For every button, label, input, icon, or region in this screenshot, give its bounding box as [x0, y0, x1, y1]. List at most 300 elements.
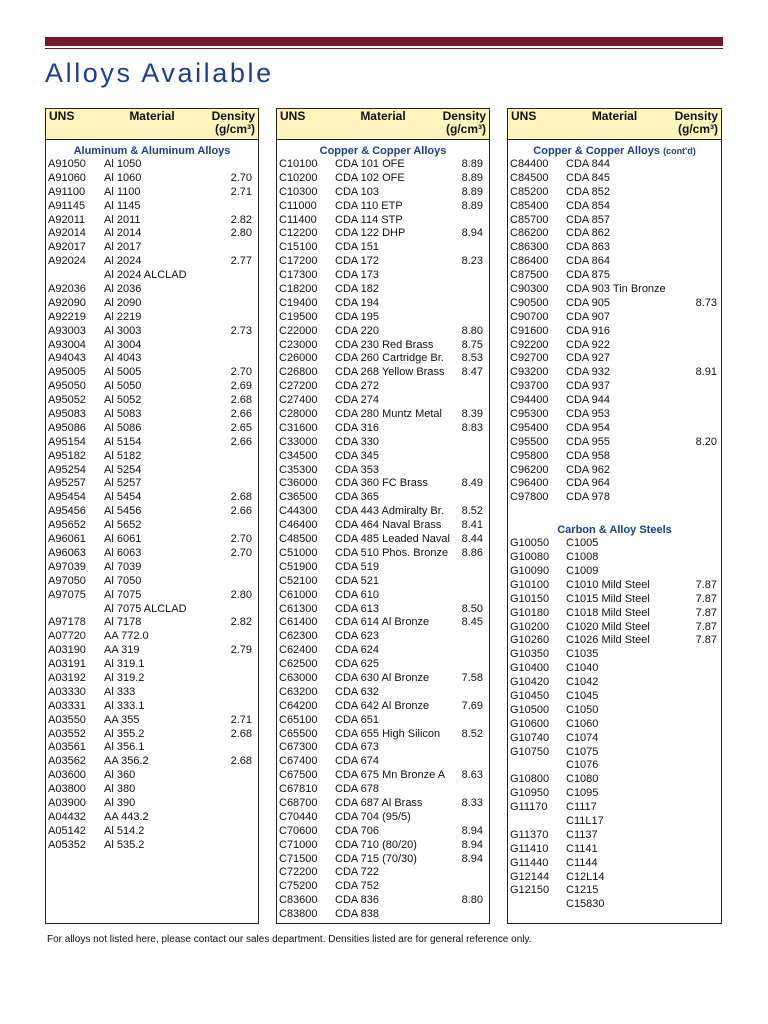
density-cell: 2.80	[230, 227, 252, 240]
material-cell: CDA 715 (70/30)	[335, 852, 417, 865]
material-cell: Al 7075 ALCLAD	[104, 602, 187, 615]
table-row	[508, 815, 721, 829]
material-cell: CDA 844	[566, 158, 611, 170]
uns-cell: C19400	[279, 296, 318, 309]
material-cell: Al 3004	[104, 338, 142, 351]
header-uns: UNS	[280, 109, 306, 123]
uns-cell: C11000	[279, 199, 317, 212]
material-cell: CDA 360 FC Brass	[335, 477, 428, 490]
material-cell: Al 2024 ALCLAD	[104, 269, 187, 282]
table-row	[508, 200, 721, 214]
material-cell: C1020 Mild Steel	[566, 620, 650, 633]
header-density: Density (g/cm³)	[211, 109, 255, 136]
material-cell: C1010 Mild Steel	[566, 578, 650, 591]
uns-cell: C85200	[510, 185, 549, 198]
material-cell: Al 5182	[104, 449, 142, 462]
uns-cell: G11170	[510, 801, 548, 814]
uns-cell: C62400	[279, 644, 318, 657]
uns-cell: A03191	[48, 658, 86, 671]
section-title: Copper & Copper Alloys	[319, 145, 447, 157]
uns-cell: C35300	[279, 463, 318, 476]
panel-header	[46, 109, 258, 140]
table-row	[508, 843, 721, 857]
density-cell: 7.87	[695, 606, 717, 619]
material-cell: C1005	[566, 537, 599, 550]
header-uns: UNS	[49, 109, 75, 123]
uns-cell: C11400	[279, 213, 317, 226]
table-row	[508, 172, 721, 186]
uns-cell: A03192	[48, 671, 86, 684]
density-cell: 2.65	[230, 421, 252, 434]
material-cell: CDA 927	[566, 352, 611, 365]
table-row	[46, 575, 258, 589]
uns-cell: C90500	[510, 296, 549, 309]
material-cell: CDA 114 STP	[335, 213, 403, 226]
material-cell: CDA 151	[335, 241, 380, 254]
uns-cell: A95083	[48, 408, 86, 421]
material-cell: AA 356.2	[104, 755, 149, 768]
material-cell: Al 5052	[104, 394, 142, 407]
density-cell: 2.68	[230, 394, 252, 407]
uns-cell: A03562	[48, 755, 86, 768]
uns-cell: G10420	[510, 676, 550, 689]
material-cell: CDA 852	[566, 185, 611, 198]
table-row	[277, 811, 489, 825]
material-cell: CDA 675 Mn Bronze A	[335, 769, 446, 782]
table-row	[46, 255, 258, 269]
material-cell: AA 443.2	[104, 810, 149, 823]
material-cell: CDA 625	[335, 658, 380, 671]
density-cell: 7.87	[695, 592, 717, 605]
uns-cell: A95454	[48, 491, 86, 504]
table-row	[508, 269, 721, 283]
uns-cell: C48500	[279, 533, 318, 546]
table-row	[508, 394, 721, 408]
material-cell: CDA 485 Leaded Naval	[335, 533, 450, 546]
uns-cell: C12200	[279, 227, 318, 240]
table-row	[508, 464, 721, 478]
table-row	[46, 422, 258, 436]
uns-cell: A07720	[48, 630, 86, 643]
table-row	[46, 172, 258, 186]
table-row	[46, 450, 258, 464]
uns-cell: C83600	[279, 894, 318, 907]
material-cell: CDA 954	[566, 421, 611, 434]
table-row	[508, 884, 721, 898]
material-cell: Al 2024	[104, 255, 142, 268]
density-cell: 2.66	[230, 435, 252, 448]
uns-cell: A92024	[48, 255, 86, 268]
uns-cell: A95652	[48, 519, 86, 532]
section-spacer	[508, 505, 721, 519]
panel-header	[508, 109, 721, 140]
table-row	[46, 811, 258, 825]
uns-cell: A94043	[48, 352, 86, 365]
material-cell: CDA 274	[335, 394, 380, 407]
uns-cell: C65500	[279, 727, 318, 740]
table-row	[277, 616, 489, 630]
density-cell: 8.41	[461, 519, 483, 532]
uns-cell: C64200	[279, 699, 318, 712]
material-cell: C1144	[566, 856, 598, 869]
table-row	[46, 186, 258, 200]
uns-cell: C83800	[279, 908, 318, 921]
density-cell: 8.75	[461, 338, 483, 351]
uns-cell: C71500	[279, 852, 318, 865]
uns-cell: G11410	[510, 842, 549, 855]
table-row	[508, 704, 721, 718]
density-cell: 2.71	[230, 185, 252, 198]
uns-cell: C61000	[279, 588, 318, 601]
density-cell: 8.45	[461, 616, 483, 629]
material-cell: CDA 268 Yellow Brass	[335, 366, 445, 379]
uns-cell: A96063	[48, 546, 86, 559]
table-row	[277, 366, 489, 380]
table-row	[277, 658, 489, 672]
table-row	[46, 783, 258, 797]
table-row	[277, 755, 489, 769]
density-cell: 8.94	[461, 838, 483, 851]
table-row	[508, 857, 721, 871]
table-row	[508, 732, 721, 746]
uns-cell: C92700	[510, 352, 549, 365]
uns-cell: C90300	[510, 283, 549, 296]
density-cell: 8.33	[461, 796, 483, 809]
top-rule-bar	[45, 37, 723, 46]
table-row	[508, 621, 721, 635]
uns-cell: C93700	[510, 380, 549, 393]
uns-cell: C70600	[279, 824, 318, 837]
material-cell: CDA 519	[335, 560, 380, 573]
uns-cell: A03331	[48, 699, 86, 712]
uns-cell: C95300	[510, 408, 549, 421]
uns-cell: A03600	[48, 769, 86, 782]
table-row	[277, 325, 489, 339]
density-cell: 2.79	[230, 644, 252, 657]
density-cell: 7.87	[695, 634, 717, 647]
uns-cell: A95086	[48, 421, 86, 434]
material-cell: CDA 673	[335, 741, 380, 754]
uns-cell: G10500	[510, 703, 550, 716]
table-row	[508, 408, 721, 422]
uns-cell: C85400	[510, 199, 549, 212]
table-row	[277, 686, 489, 700]
material-cell: CDA 280 Muntz Metal	[335, 408, 442, 421]
table-row	[277, 575, 489, 589]
table-row	[508, 829, 721, 843]
material-cell: CDA 173	[335, 269, 380, 282]
uns-cell: C63000	[279, 671, 318, 684]
density-cell: 8.91	[695, 366, 717, 379]
table-row	[277, 214, 489, 228]
uns-cell: C95800	[510, 449, 549, 462]
material-cell: Al 7039	[104, 560, 142, 573]
alloy-list	[277, 158, 489, 922]
table-row	[277, 450, 489, 464]
density-cell: 2.69	[230, 380, 252, 393]
table-row	[46, 241, 258, 255]
density-cell: 8.47	[461, 366, 483, 379]
table-row	[508, 297, 721, 311]
uns-cell: C28000	[279, 408, 318, 421]
table-row	[508, 283, 721, 297]
density-cell: 2.70	[230, 366, 252, 379]
material-cell: CDA 353	[335, 463, 380, 476]
material-cell: CDA 260 Cartridge Br.	[335, 352, 444, 365]
material-cell: Al 2014	[104, 227, 142, 240]
uns-cell: C96400	[510, 477, 549, 490]
section-title: Aluminum & Aluminum Alloys	[73, 145, 231, 157]
material-cell: Al 1050	[104, 158, 142, 170]
table-row	[277, 408, 489, 422]
table-row	[277, 672, 489, 686]
uns-cell: C19500	[279, 310, 318, 323]
section-title: Carbon & Alloy Steels	[557, 524, 672, 537]
material-cell: Al 390	[104, 796, 136, 809]
material-cell: Al 333	[104, 685, 136, 698]
material-cell: Al 380	[104, 783, 136, 796]
uns-cell: C44300	[279, 505, 318, 518]
uns-cell: A93004	[48, 338, 86, 351]
material-cell: C1035	[566, 648, 599, 661]
uns-cell: C63200	[279, 685, 318, 698]
table-row	[46, 686, 258, 700]
material-cell: CDA 955	[566, 435, 611, 448]
section-title: Copper & Copper Alloys (cont'd)	[533, 145, 696, 157]
material-cell: CDA 937	[566, 380, 611, 393]
table-row	[277, 825, 489, 839]
table-row	[277, 908, 489, 922]
density-cell: 8.73	[695, 296, 717, 309]
table-row	[508, 214, 721, 228]
material-cell: Al 6063	[104, 546, 142, 559]
material-cell: CDA 752	[335, 880, 380, 893]
material-cell: CDA 958	[566, 449, 611, 462]
uns-cell: C67400	[279, 755, 318, 768]
material-cell: CDA 110 ETP	[335, 199, 403, 212]
table-row	[46, 672, 258, 686]
table-row	[46, 839, 258, 853]
table-row	[46, 728, 258, 742]
uns-cell: A92036	[48, 283, 86, 296]
material-cell: AA 772.0	[104, 630, 149, 643]
table-row	[277, 714, 489, 728]
uns-cell: C86300	[510, 241, 549, 254]
density-cell: 2.70	[230, 546, 252, 559]
uns-cell: A04432	[48, 810, 86, 823]
table-row	[46, 311, 258, 325]
table-row	[508, 380, 721, 394]
density-cell: 7.58	[461, 671, 483, 684]
table-row	[508, 579, 721, 593]
table-row	[46, 700, 258, 714]
uns-cell: A95052	[48, 394, 86, 407]
density-cell: 2.73	[230, 324, 252, 337]
uns-cell: C96200	[510, 463, 549, 476]
uns-cell: C67500	[279, 769, 318, 782]
material-cell: Al 5154	[104, 435, 142, 448]
density-cell: 2.77	[230, 255, 252, 268]
table-row	[46, 200, 258, 214]
table-row	[508, 898, 721, 912]
uns-cell: G10600	[510, 717, 550, 730]
uns-cell: G10260	[510, 634, 550, 647]
material-cell: Al 2017	[104, 241, 142, 254]
uns-cell: G10090	[510, 564, 550, 577]
material-cell: Al 4043	[104, 352, 142, 365]
material-cell: Al 2036	[104, 283, 142, 296]
header-material: Material	[360, 109, 406, 123]
uns-cell: C27200	[279, 380, 318, 393]
table-row	[46, 491, 258, 505]
uns-cell: A92011	[48, 213, 86, 226]
uns-cell: A03900	[48, 796, 86, 809]
header-density: Density (g/cm³)	[674, 109, 718, 136]
uns-cell: C61400	[279, 616, 318, 629]
material-cell: C1074	[566, 731, 599, 744]
table-row	[277, 547, 489, 561]
material-cell: CDA 922	[566, 338, 611, 351]
density-cell: 2.68	[230, 491, 252, 504]
uns-cell: C26800	[279, 366, 318, 379]
uns-cell: A92017	[48, 241, 86, 254]
table-row	[277, 186, 489, 200]
material-cell: CDA 623	[335, 630, 380, 643]
material-cell: CDA 845	[566, 171, 611, 184]
table-row	[277, 644, 489, 658]
table-row	[46, 339, 258, 353]
density-cell: 8.89	[461, 185, 483, 198]
material-cell: Al 1100	[104, 185, 141, 198]
material-cell: CDA 101 OFE	[335, 158, 405, 170]
uns-cell: A95005	[48, 366, 86, 379]
top-rule-line	[45, 48, 723, 49]
uns-cell: A92090	[48, 296, 86, 309]
density-cell: 8.83	[461, 421, 483, 434]
density-cell: 8.52	[461, 727, 483, 740]
material-cell: CDA 651	[335, 713, 380, 726]
table-row	[508, 648, 721, 662]
uns-cell: A95257	[48, 477, 86, 490]
table-row	[46, 408, 258, 422]
table-row	[46, 644, 258, 658]
material-cell: Al 7075	[104, 588, 142, 601]
material-cell: Al 5254	[104, 463, 142, 476]
uns-cell: C15100	[279, 241, 318, 254]
table-row	[508, 325, 721, 339]
uns-cell: C70440	[279, 810, 318, 823]
material-cell: Al 5083	[104, 408, 142, 421]
material-cell: Al 3003	[104, 324, 142, 337]
material-cell: CDA 330	[335, 435, 380, 448]
uns-cell: A05352	[48, 838, 86, 851]
table-row	[277, 283, 489, 297]
uns-cell: A03800	[48, 783, 86, 796]
density-cell: 8.89	[461, 171, 483, 184]
material-cell: CDA 510 Phos. Bronze	[335, 546, 449, 559]
uns-cell: G10750	[510, 745, 550, 758]
header-material: Material	[591, 109, 638, 123]
density-cell: 8.89	[461, 158, 483, 170]
table-row	[508, 255, 721, 269]
uns-cell: A95182	[48, 449, 86, 462]
table-row	[277, 797, 489, 811]
material-cell: C1075	[566, 745, 599, 758]
table-row	[277, 200, 489, 214]
table-row	[277, 783, 489, 797]
table-row	[277, 741, 489, 755]
material-cell: C1042	[566, 676, 599, 689]
table-row	[46, 630, 258, 644]
material-cell: Al 6061	[104, 533, 142, 546]
header-density: Density (g/cm³)	[442, 109, 486, 136]
table-row	[508, 477, 721, 491]
uns-cell: A03550	[48, 713, 86, 726]
density-cell: 2.66	[230, 505, 252, 518]
uns-cell: G10350	[510, 648, 550, 661]
table-row	[46, 477, 258, 491]
material-cell: CDA 678	[335, 783, 380, 796]
table-row	[277, 561, 489, 575]
material-cell: Al 5005	[104, 366, 142, 379]
material-cell: C1009	[566, 564, 599, 577]
uns-cell: C36500	[279, 491, 318, 504]
uns-cell: C75200	[279, 880, 318, 893]
table-row	[508, 158, 721, 172]
table-row	[277, 589, 489, 603]
table-row	[46, 825, 258, 839]
uns-cell: C86400	[510, 255, 549, 268]
table-row	[46, 283, 258, 297]
table-row	[46, 755, 258, 769]
material-cell: CDA 722	[335, 866, 380, 879]
uns-cell: C52100	[279, 574, 318, 587]
table-row	[277, 158, 489, 172]
alloy-list	[508, 158, 721, 505]
material-cell: C15830	[566, 898, 605, 911]
table-row	[277, 839, 489, 853]
table-row	[46, 366, 258, 380]
density-cell: 2.68	[230, 755, 252, 768]
density-cell: 8.86	[461, 546, 483, 559]
material-cell: CDA 630 Al Bronze	[335, 671, 430, 684]
table-row	[277, 339, 489, 353]
density-cell: 8.94	[461, 227, 483, 240]
table-row	[508, 551, 721, 565]
uns-cell: A03330	[48, 685, 86, 698]
uns-cell: C84400	[510, 158, 549, 170]
material-cell: CDA 706	[335, 824, 380, 837]
material-cell: C12L14	[566, 870, 605, 883]
uns-cell: A92219	[48, 310, 86, 323]
table-row	[277, 519, 489, 533]
material-cell: CDA 195	[335, 310, 380, 323]
table-row	[46, 547, 258, 561]
material-cell: Al 535.2	[104, 838, 145, 851]
table-row	[277, 394, 489, 408]
material-cell: C1015 Mild Steel	[566, 592, 650, 605]
table-row	[46, 436, 258, 450]
alloy-panel-copper	[276, 108, 490, 924]
material-cell: Al 5652	[104, 519, 142, 532]
uns-cell: C90700	[510, 310, 549, 323]
uns-cell: C26000	[279, 352, 318, 365]
material-cell: C1095	[566, 787, 599, 800]
material-cell: Al 333.1	[104, 699, 145, 712]
material-cell: CDA 907	[566, 310, 611, 323]
table-row	[277, 436, 489, 450]
table-row	[46, 616, 258, 630]
